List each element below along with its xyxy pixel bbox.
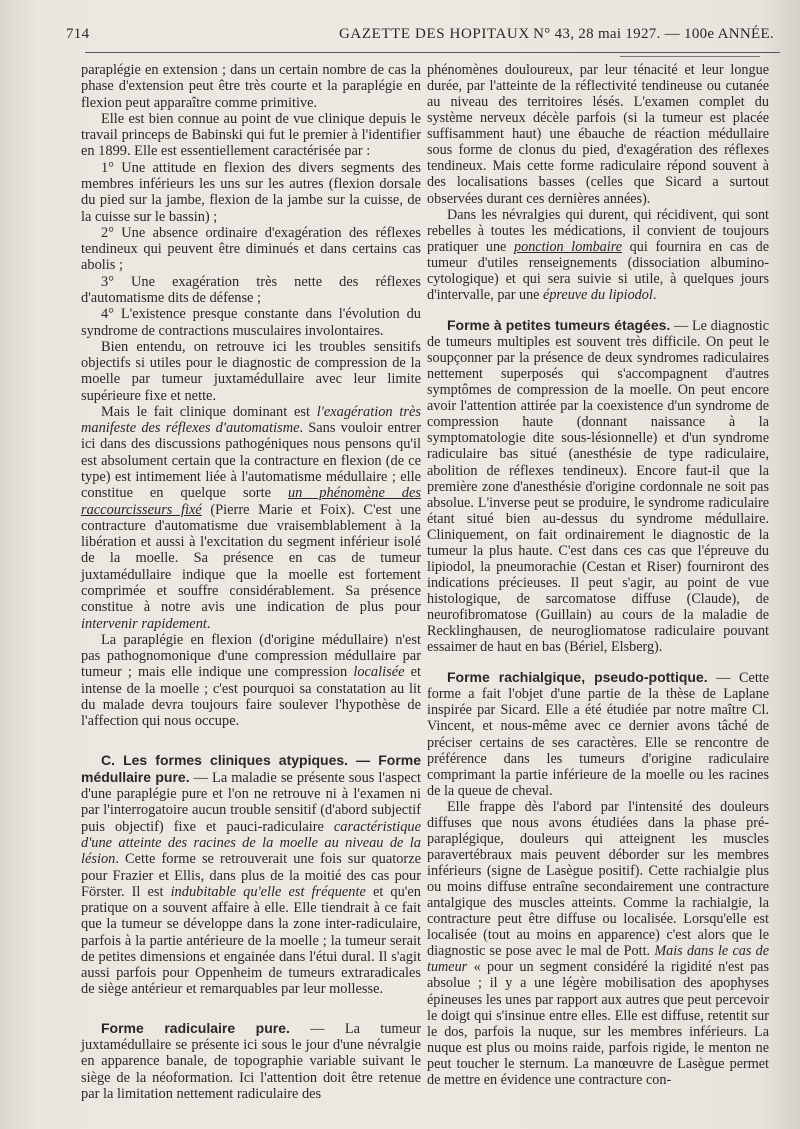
italic-text: ponction lombaire: [514, 238, 623, 255]
section-heading: Forme radiculaire pure.: [101, 1019, 290, 1036]
italic-text: localisée: [353, 664, 405, 681]
journal-title: GAZETTE DES HOPITAUX: [339, 26, 530, 42]
text-run: « pour un segment considéré la rigidité n'est pas absolue ; il y a une légère mobilisation des apophyses épineuses les unes par rapport aux autres que peut percevoir le doigt qui s'insinue entre elles. Elle est diffuse, retentit sur le dos, parfois la nuque, sur les membres inférieurs. La nuque est plus ou moins raide, parfois rigide, le menton ne peut toucher le sternum. La manœuvre de Lasègue permet de mettre en évidence une contracture con-: [427, 959, 769, 1088]
text-run: Elle frappe dès l'abord par l'intensité des douleurs diffuses que nous avons étudiées dans la phase pré-paraplégique, douleurs qui atteignent les muscles paravertébraux mais peuvent déborder sur les membres inférieurs (signe de Lasègue positif). Cette rachialgie plus ou moins diffuse entraîne secondairement une contracture antalgique des muscles atteints. Comme la rachialgie, la contracture peut être diffuse ou localisée. Lorsqu'elle est localisée (tout au moins en apparence) c'est alors que le diagnostic se pose avec le mal de Pott.: [427, 798, 769, 960]
paragraph: Bien entendu, on retrouve ici les troubles sensitifs objectifs si utiles pour le diagnostic de compression de la moelle par tumeur juxtamédullaire avec leur limite supérieure fixe et nette.: [81, 338, 421, 404]
paragraph: [81, 632, 421, 730]
text-run: . Sans vouloir entrer ici dans des discussions pathogéniques nous pensons qu'il est absolument certain que la contracture en flexion (de ce type) est intimement liée à l'automatisme médullaire ; elle constitue en quelque sorte: [81, 420, 421, 502]
paragraph: 1° Une attitude en flexion des divers segments des membres inférieurs les uns sur les autres (flexion dorsale du pied sur la jambe, flexion de la jambe sur la cuisse, de la cuisse sur le bassin) ;: [81, 159, 421, 225]
italic-text: caractéristique d'une atteinte des racines de la moelle au niveau de la lésion: [81, 818, 421, 868]
section-paragraph: [81, 1020, 421, 1102]
page-header: [66, 26, 782, 48]
paragraph: paraplégie en extension ; dans un certain nombre de cas la phase d'extension peut être très courte et la paraplégie en flexion peut apparaître comme primitive.: [81, 62, 421, 111]
header-rule: [85, 52, 780, 53]
section-heading: C. Les formes cliniques atypiques. — Forme médullaire pure.: [81, 751, 421, 785]
section-paragraph: [81, 752, 421, 998]
text-run: Mais le fait clinique dominant est: [101, 403, 317, 420]
left-column: [81, 62, 421, 1102]
italic-text: intervenir rapidement: [81, 615, 207, 632]
text-run: La paraplégie en flexion (d'origine médullaire) n'est pas pathognomonique d'une compression médullaire par tumeur ; mais elle indique une compression: [81, 631, 421, 681]
text-run: Dans les névralgies qui durent, qui récidivent, qui sont rebelles à toutes les médications, il convient de toujours pratiquer une: [427, 206, 769, 255]
paragraph: Elle est bien connue au point de vue clinique depuis le travail princeps de Babinski qui fut le premier à l'identifier en 1899. Elle est essentiellement caractérisée par :: [81, 110, 421, 160]
page-number: 714: [66, 26, 90, 42]
header-rule-short: [620, 56, 760, 57]
section-heading: Forme à petites tumeurs étagées.: [447, 316, 671, 333]
text-run: — Le diagnostic de tumeurs multiples est souvent très difficile. On peut le soupçonner par la présence de deux syndromes radiculaires nettement superposés qui s'accompagnent d'autres symptômes de compression de la moelle. On peut encore avoir l'attention attirée par la coexistence d'un syndrome de compression haute (donnant naissance à la symptomatologie dite sous-lésionnelle) et d'un syndrome radiculaire bas situé (anesthésie de type radiculaire, abolition de réflexes tendineux). Encore faut-il que la première zone d'anesthésie d'origine cordonnale ne soit pas absolue. L'inverse peut se produire, le syndrome radiculaire étant situé bien au-dessus du syndrome médullaire. Cliniquement, on fait ordinairement le diagnostic de la tumeur la plus haute. C'est dans ces cas que l'épreuve du lipiodol, la pneumorachie (Cestan et Riser) fourniront des indications précieuses. Il peut s'agir, au point de vue histologique, de sarcomatose diffuse (Claude), de neurofibromatose (Guillain) au cours de la maladie de Recklinghausen, de neurogliomatose radiculaire pouvant essaimer de haut en bas (Bériel, Elsberg).: [427, 317, 770, 656]
italic-text: un phénomène des raccourcisseurs fixé: [81, 485, 421, 518]
paragraph: phénomènes douloureux, par leur ténacité et leur longue durée, par l'atteinte de la réflectivité tendineuse ou cutanée au niveau des territoires lésés. L'examen complet du système nerveux décèle parfois (si la tumeur est placée suffisamment haut) une ébauche de réaction médullaire sous forme de clonus du pied, d'exagération des réflexes tendineux. Mais cette forme radiculaire répond souvent à des localisations basses (celles que Sicard a surtout observées durant ces dernières années).: [427, 62, 769, 207]
paragraph: 4° L'existence presque constante dans l'évolution du syndrome de contractions musculaires involontaires.: [81, 306, 421, 339]
text-run: — La maladie se présente sous l'aspect d'une paraplégie pure et l'on ne retrouve ni à l'examen ni par l'interrogatoire aucun trouble sensitif (d'abord subjectif puis objectif) fixe et pauci-radiculaire: [81, 769, 421, 835]
issue-info: N° 43, 28 mai 1927. — 100e ANNÉE.: [533, 26, 774, 42]
text-run: (Pierre Marie et Foix). C'est une contracture d'automatisme due vraisemblablement à la libération et aussi à l'excitation du segment inférieur isolé de la moelle. Sa présence en cas de tumeur juxtamédullaire indique que la moelle est fortement comprimée et souffre considérablement. Sa présence constitue à notre avis une indication de plus pour: [81, 501, 421, 616]
text-run: — Cette forme a fait l'objet d'une partie de la thèse de Laplane inspirée par Sicard. Elle a été étudiée par notre maître Cl. Vincent, et nous-même avec ce dernier avons tâché de préciser certains de ses caractères. Elle se rencontre de préférence dans les tumeurs d'origine radiculaire comprimant la partie inférieure de la moelle ou les racines de la queue de cheval.: [427, 670, 769, 799]
section-paragraph: [427, 669, 769, 799]
paragraph: 3° Une exagération très nette des réflexes d'automatisme dits de défense ;: [81, 273, 421, 306]
italic-text: l'exagération très manifeste des réflexes d'automatisme: [81, 403, 421, 437]
section-heading: Forme rachialgique, pseudo-pottique.: [447, 669, 708, 686]
italic-text: indubitable qu'elle est fréquente: [170, 883, 366, 900]
text-run: .: [652, 286, 657, 303]
paragraph: [81, 404, 421, 632]
text-run: . Cette forme se retrouverait une fois sur quatorze pour Frazier et Ellis, dans plus de la moitié des cas pour Förster. Il est: [81, 851, 421, 900]
text-run: et intense de la moelle ; c'est pourquoi sa constatation au lit du malade devra toujours faire soulever l'hypothèse de l'affection qui nous occupe.: [81, 664, 422, 730]
paragraph: 2° Une absence ordinaire d'exagération des réflexes tendineux qui peuvent être diminués et dans certains cas abolis ;: [81, 224, 421, 274]
text-run: .: [206, 615, 211, 632]
italic-text: Mais dans le cas de tumeur: [427, 943, 769, 976]
section-paragraph: [427, 317, 769, 655]
italic-text: épreuve du lipiodol: [543, 286, 653, 303]
right-column: [427, 62, 769, 1088]
paragraph: [427, 207, 769, 303]
paragraph: [427, 799, 769, 1088]
text-run: — La tumeur juxtamédullaire se présente ici sous le jour d'une névralgie en apparence banale, de topographie variable suivant le siège de la néoformation. Ici l'attention doit être retenue par la limitation nettement radiculaire des: [81, 1020, 422, 1102]
text-run: qui fournira en cas de tumeur d'utiles renseignements (dissociation albumino-cytologique) et qui sera suivie si utile, à quelques jours d'intervalle, par une: [427, 238, 769, 303]
text-run: et qu'en pratique on a souvent affaire à elle. Elle tiendrait à ce fait que la tumeur se développe dans la zone inter-radiculaire, parfois à la partie antérieure de la moelle ; la tumeur serait de petites dimensions et engainée dans l'étui dural. Il s'agit aussi parfois pour Oppenheim de tumeurs extraradicales de siège antérieur et remarquables par leur mollesse.: [81, 883, 421, 998]
